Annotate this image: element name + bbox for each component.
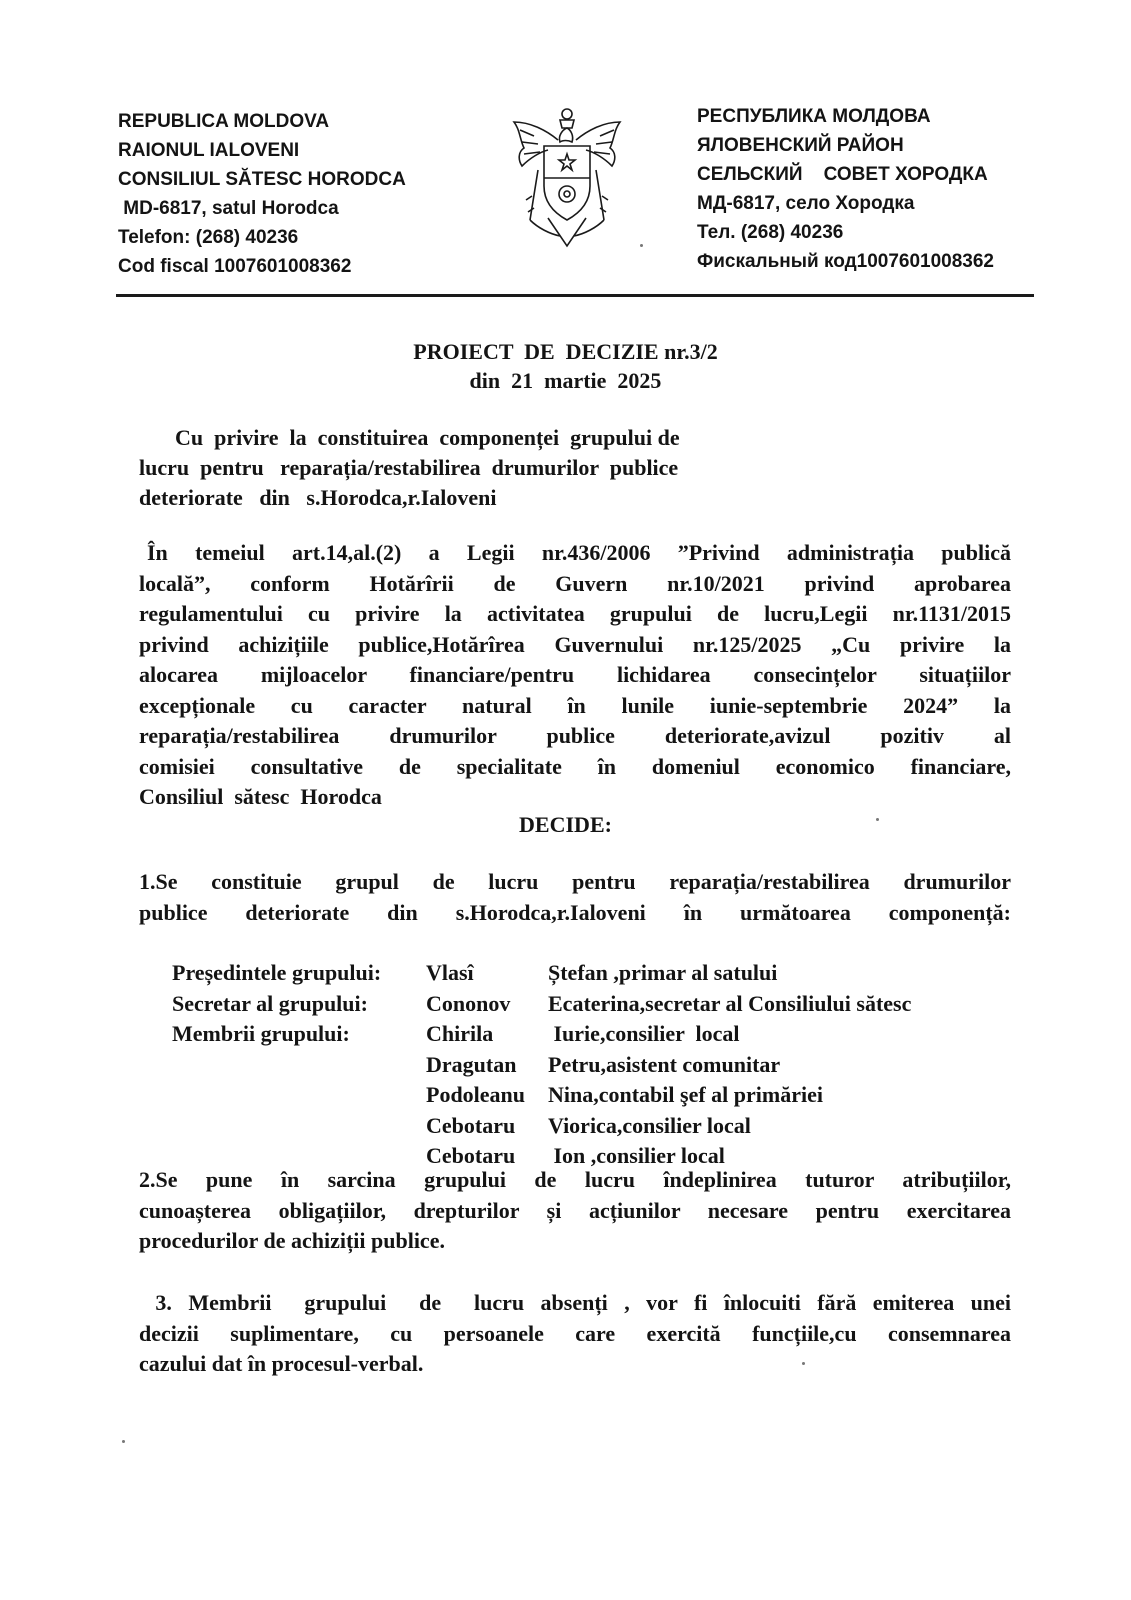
scan-speck bbox=[802, 1362, 805, 1365]
header-right-line: Тел. (268) 40236 bbox=[697, 222, 844, 243]
member-detail: Ion ,consilier local bbox=[548, 1143, 725, 1168]
header-right-line: СЕЛЬСКИЙ СОВЕТ ХОРОДКА bbox=[697, 164, 988, 185]
paragraph-line: excepționale cu caracter natural în lunile iunie-septembrie 2024” la bbox=[139, 692, 1011, 718]
paragraph-line: alocarea mijloacelor financiare/pentru lichidarea consecințelor situațiilor bbox=[139, 662, 1011, 687]
paragraph-line: 2.Se pune în sarcina grupului de lucru îndeplinirea tuturor atribuțiilor, bbox=[139, 1167, 1011, 1192]
header-right-block bbox=[697, 102, 994, 276]
article-2 bbox=[139, 1165, 1011, 1257]
header-right-line: МД-6817, село Хородка bbox=[697, 193, 915, 214]
member-row bbox=[172, 958, 1012, 989]
member-detail: Petru,asistent comunitar bbox=[548, 1051, 781, 1077]
article-3 bbox=[139, 1288, 1011, 1380]
member-role: Membrii grupului: bbox=[172, 1021, 350, 1046]
header-left-line: RAIONUL IALOVENI bbox=[118, 140, 300, 161]
member-role: Secretar al grupului: bbox=[172, 990, 368, 1016]
member-detail: Ecaterina,secretar al Consiliului sătesc bbox=[548, 990, 912, 1016]
paragraph-line: cunoașterea obligațiilor, drepturilor și acțiunilor necesare pentru exercitarea bbox=[139, 1197, 1011, 1223]
member-surname: Cebotaru bbox=[426, 1112, 516, 1138]
member-row bbox=[172, 1111, 1012, 1142]
paragraph-line: reparația/restabilirea drumurilor publice deteriorate,avizul pozitiv al bbox=[139, 723, 1011, 748]
member-role: Președintele grupului: bbox=[172, 960, 382, 985]
scan-speck bbox=[122, 1440, 125, 1443]
member-row bbox=[172, 1019, 1012, 1050]
member-surname: Podoleanu bbox=[426, 1082, 526, 1107]
paragraph-line: 1.Se constituie grupul de lucru pentru reparația/restabilirea drumurilor bbox=[139, 869, 1011, 894]
document-title bbox=[0, 337, 1131, 395]
header-right-line: РЕСПУБЛИКА МОЛДОВА bbox=[697, 106, 931, 127]
title-date: din 21 martie 2025 bbox=[469, 368, 662, 393]
header-left-line: Telefon: (268) 40236 bbox=[118, 227, 299, 248]
member-detail: Ștefan ,primar al satului bbox=[548, 960, 778, 985]
paragraph-line: În temeiul art.14,al.(2) a Legii nr.436/2006 ”Privind administrația publică bbox=[147, 540, 1011, 565]
header-left-line: REPUBLICA MOLDOVA bbox=[118, 111, 330, 132]
paragraph-line: locală”, conform Hotărîrii de Guvern nr.10/2021 privind aprobarea bbox=[139, 570, 1011, 596]
header-right-line: Фискальный код1007601008362 bbox=[697, 251, 994, 272]
member-row bbox=[172, 1050, 1012, 1081]
scan-speck bbox=[640, 244, 643, 247]
working-group-members bbox=[172, 958, 1012, 1172]
subject-line: Cu privire la constituirea componenței grupului de bbox=[175, 425, 680, 450]
member-row bbox=[172, 1080, 1012, 1111]
paragraph-line: 3. Membrii grupului de lucru absenți , vor fi înlocuiti fără emiterea unei bbox=[139, 1290, 1011, 1315]
paragraph-line: publice deteriorate din s.Horodca,r.Ialoveni în următoarea componență: bbox=[139, 899, 1011, 925]
paragraph-line: Consiliul sătesc Horodca bbox=[139, 784, 382, 809]
paragraph-line: decizii suplimentare, cu persoanele care exercită funcțiile,cu consemnarea bbox=[139, 1320, 1011, 1346]
member-detail: Iurie,consilier local bbox=[548, 1021, 740, 1046]
moldova-coat-of-arms-icon bbox=[508, 100, 626, 248]
paragraph-line: privind achizițiile publice,Hotărîrea Guvernului nr.125/2025 „Cu privire la bbox=[139, 631, 1011, 657]
paragraph-line: comisiei consultative de specialitate în domeniul economico financiare, bbox=[139, 753, 1011, 779]
header-left-line: CONSILIUL SĂTESC HORODCA bbox=[118, 169, 406, 190]
member-surname: Dragutan bbox=[426, 1051, 517, 1077]
member-surname: Cononov bbox=[426, 990, 511, 1016]
decision-subject bbox=[139, 423, 799, 513]
title-line: PROIECT DE DECIZIE nr.3/2 bbox=[413, 339, 718, 364]
subject-line: deteriorate din s.Horodca,r.Ialoveni bbox=[139, 485, 497, 510]
member-surname: Cebotaru bbox=[426, 1143, 516, 1168]
paragraph-line: cazului dat în procesul-verbal. bbox=[139, 1351, 424, 1376]
header-left-line: MD-6817, satul Horodca bbox=[118, 198, 339, 219]
member-row bbox=[172, 989, 1012, 1020]
header-divider bbox=[116, 294, 1034, 297]
scan-speck bbox=[876, 818, 879, 821]
header-left-block bbox=[118, 107, 406, 281]
subject-line: lucru pentru reparația/restabilirea drumurilor publice bbox=[139, 455, 679, 480]
member-detail: Nina,contabil şef al primăriei bbox=[548, 1082, 823, 1107]
paragraph-line: procedurilor de achiziții publice. bbox=[139, 1228, 445, 1253]
paragraph-line: regulamentului cu privire la activitatea grupului de lucru,Legii nr.1131/2015 bbox=[139, 601, 1011, 626]
member-surname: Chirila bbox=[426, 1021, 494, 1046]
header-right-line: ЯЛОВЕНСКИЙ РАЙОН bbox=[697, 135, 904, 156]
header-left-line: Cod fiscal 1007601008362 bbox=[118, 256, 352, 277]
member-surname: Vlasî bbox=[426, 960, 474, 985]
decide-heading: DECIDE: bbox=[519, 812, 612, 837]
preamble-paragraph bbox=[139, 538, 1011, 813]
member-detail: Viorica,consilier local bbox=[548, 1112, 751, 1138]
article-1 bbox=[139, 867, 1011, 928]
